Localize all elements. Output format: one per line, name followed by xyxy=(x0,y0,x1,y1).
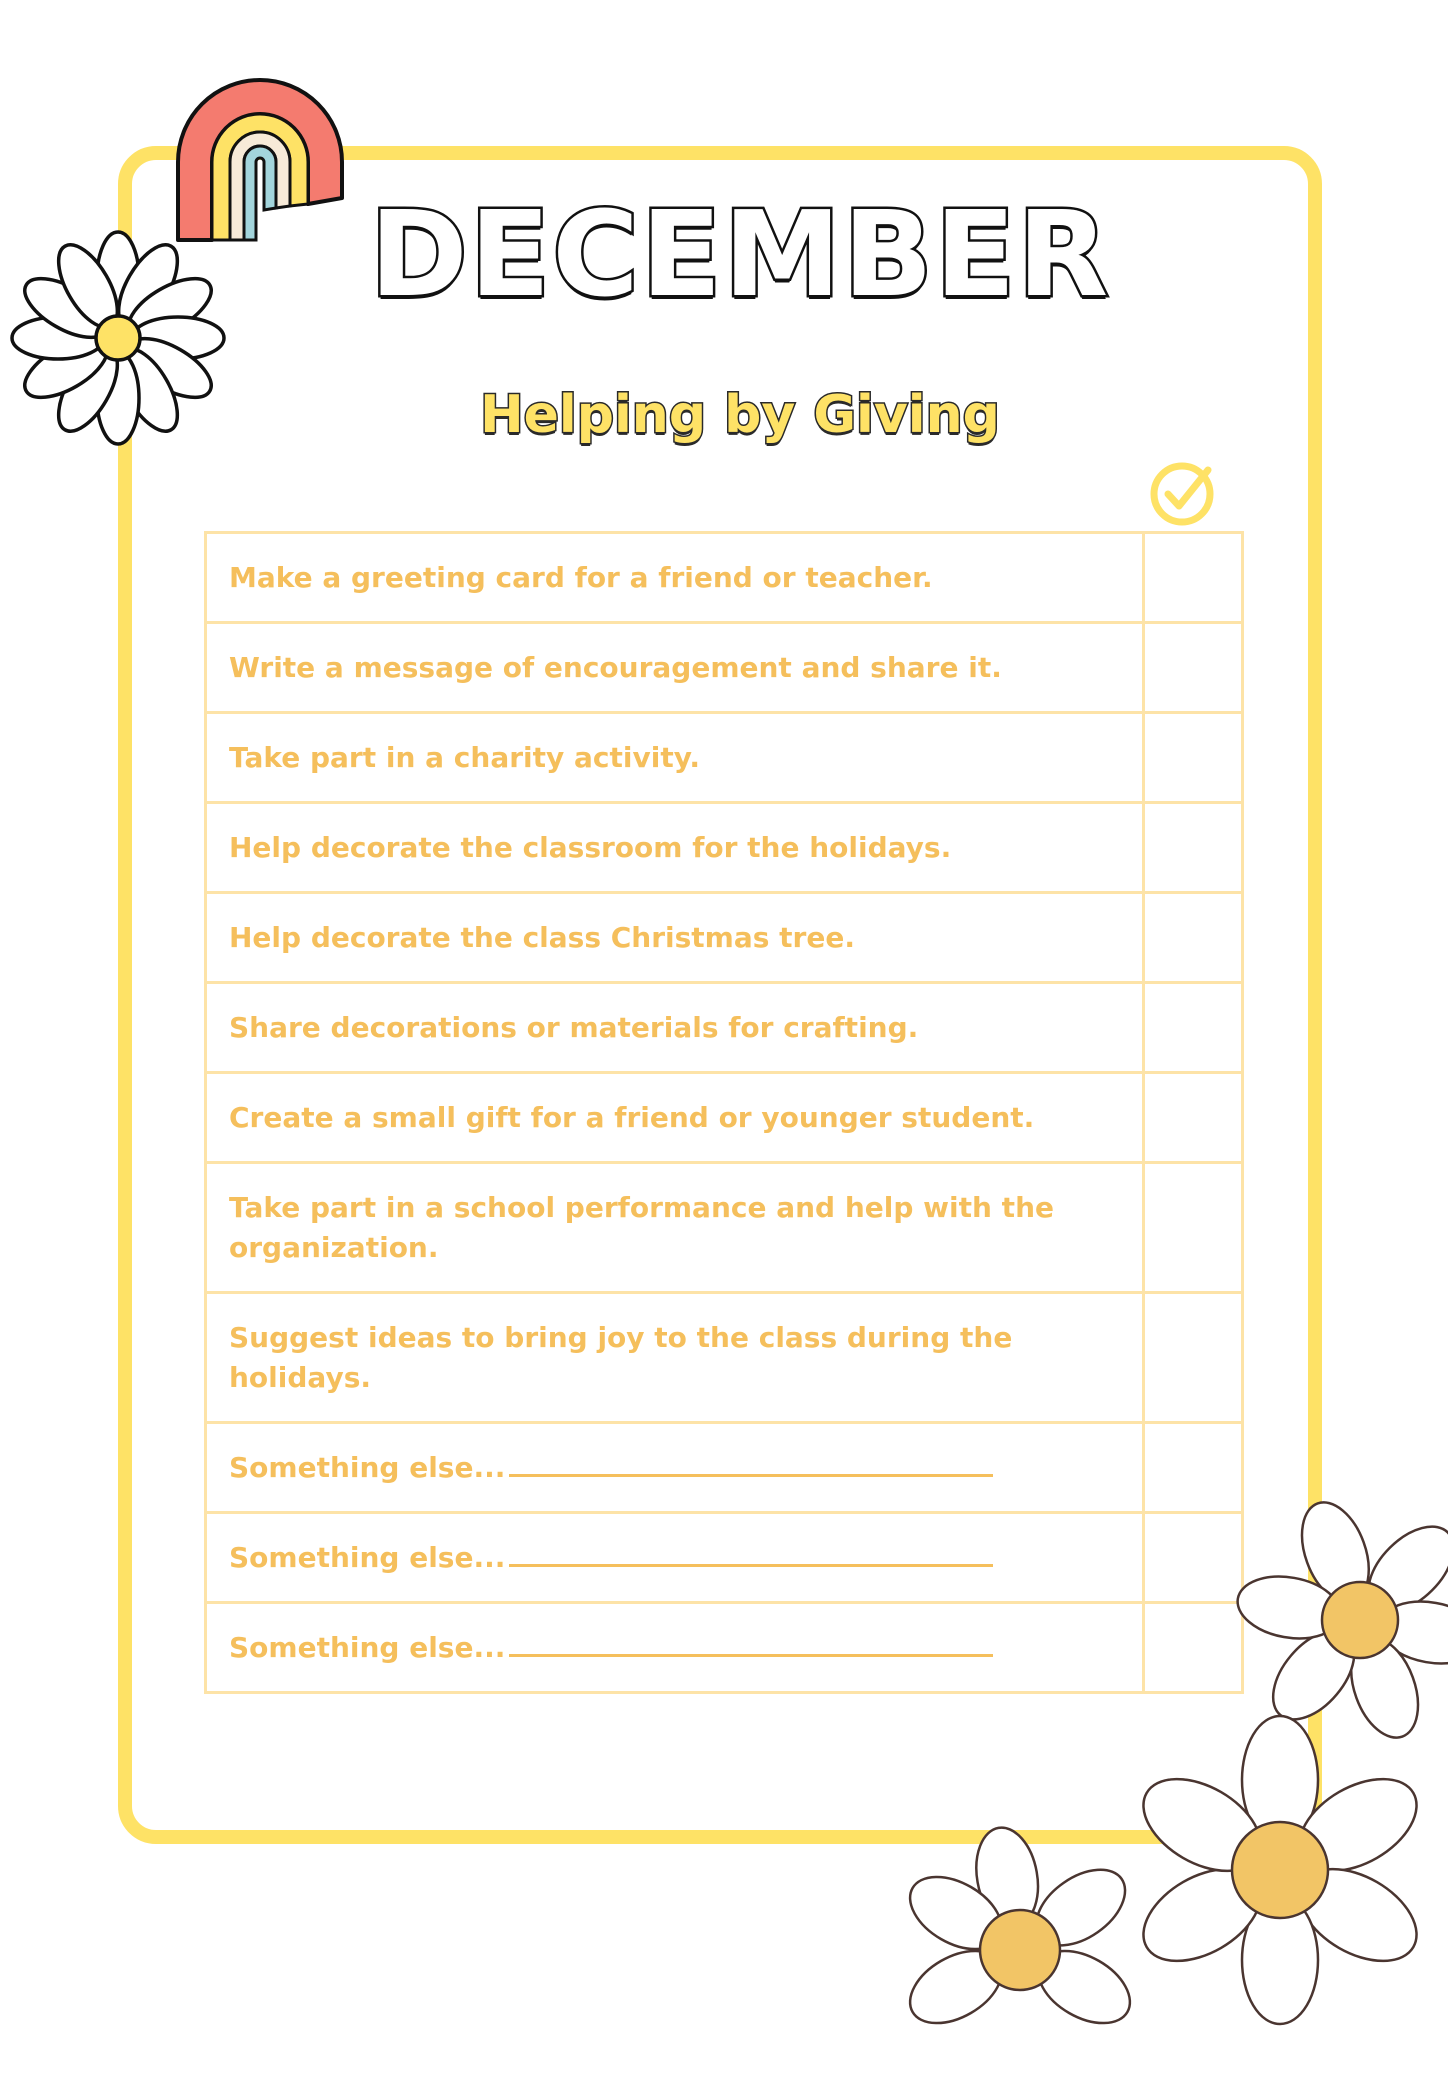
task-text: Make a greeting card for a friend or teacher. xyxy=(229,560,933,594)
task-text: Take part in a school performance and help with the organization. xyxy=(229,1190,1054,1264)
task-text: Help decorate the class Christmas tree. xyxy=(229,920,855,954)
daisy-icon xyxy=(10,230,226,446)
task-text: Create a small gift for a friend or younger student. xyxy=(229,1100,1035,1134)
task-cell xyxy=(206,1603,1144,1693)
task-row xyxy=(206,1163,1243,1293)
page-subtitle: Helping by Giving xyxy=(480,385,1000,445)
task-row xyxy=(206,1603,1243,1693)
task-text: Something else... xyxy=(229,1450,506,1484)
task-text: Write a message of encouragement and share it. xyxy=(229,650,1002,684)
task-text: Help decorate the classroom for the holidays. xyxy=(229,830,952,864)
task-checkbox[interactable] xyxy=(1144,1073,1243,1163)
task-cell xyxy=(206,1293,1144,1423)
daisy-icon xyxy=(1130,1720,1430,2020)
task-cell xyxy=(206,983,1144,1073)
task-row xyxy=(206,623,1243,713)
task-checkbox[interactable] xyxy=(1144,983,1243,1073)
task-row xyxy=(206,893,1243,983)
task-text: Share decorations or materials for crafting. xyxy=(229,1010,919,1044)
task-checkbox[interactable] xyxy=(1144,533,1243,623)
daisy-icon xyxy=(890,1820,1150,2080)
task-cell xyxy=(206,1423,1144,1513)
task-row xyxy=(206,1073,1243,1163)
task-checkbox[interactable] xyxy=(1144,1293,1243,1423)
fill-in-line[interactable] xyxy=(509,1474,993,1477)
fill-in-line[interactable] xyxy=(509,1654,993,1657)
task-checkbox[interactable] xyxy=(1144,623,1243,713)
task-row xyxy=(206,1293,1243,1423)
task-row xyxy=(206,1513,1243,1603)
task-row xyxy=(206,803,1243,893)
daisy-icon xyxy=(1240,1490,1448,1750)
task-row xyxy=(206,1423,1243,1513)
task-cell xyxy=(206,803,1144,893)
task-checkbox[interactable] xyxy=(1144,1163,1243,1293)
task-text: Something else... xyxy=(229,1630,506,1664)
task-checkbox[interactable] xyxy=(1144,1603,1243,1693)
task-text: Something else... xyxy=(229,1540,506,1574)
task-cell xyxy=(206,713,1144,803)
task-cell xyxy=(206,1163,1144,1293)
task-row xyxy=(206,533,1243,623)
task-checkbox[interactable] xyxy=(1144,803,1243,893)
task-table xyxy=(204,531,1244,1694)
check-circle-icon xyxy=(1148,456,1220,528)
task-checkbox[interactable] xyxy=(1144,893,1243,983)
task-text: Suggest ideas to bring joy to the class during the holidays. xyxy=(229,1320,1013,1394)
page-title: DECEMBER xyxy=(369,185,1111,323)
task-cell xyxy=(206,1073,1144,1163)
task-row xyxy=(206,983,1243,1073)
task-row xyxy=(206,713,1243,803)
task-cell xyxy=(206,623,1144,713)
task-cell xyxy=(206,893,1144,983)
task-text: Take part in a charity activity. xyxy=(229,740,701,774)
task-checkbox[interactable] xyxy=(1144,713,1243,803)
task-checkbox[interactable] xyxy=(1144,1423,1243,1513)
task-checkbox[interactable] xyxy=(1144,1513,1243,1603)
fill-in-line[interactable] xyxy=(509,1564,993,1567)
task-cell xyxy=(206,533,1144,623)
task-cell xyxy=(206,1513,1144,1603)
